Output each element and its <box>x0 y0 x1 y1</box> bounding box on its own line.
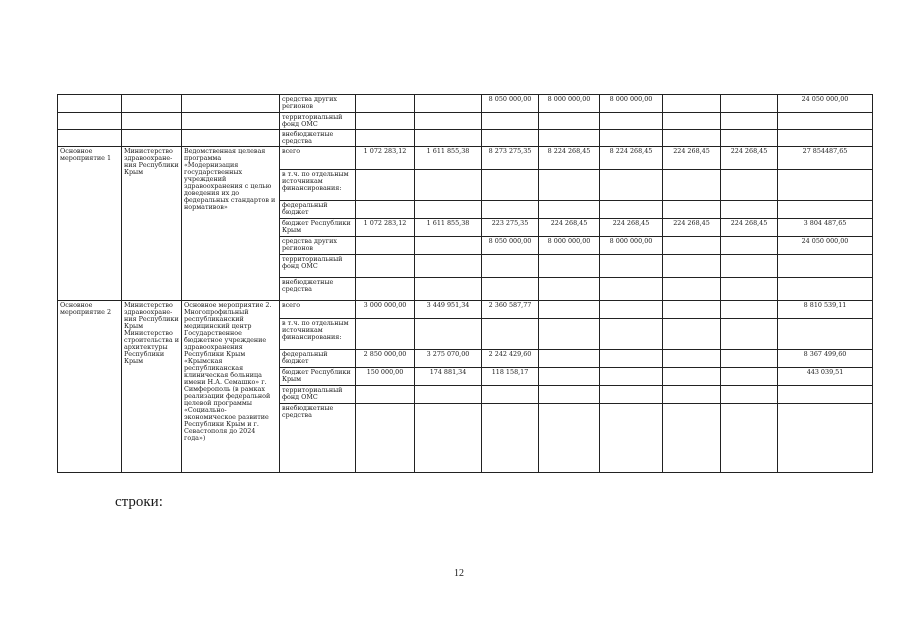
value-cell: 8 050 000,00 <box>482 95 539 113</box>
value-cell <box>721 404 778 473</box>
total-value-cell: 8 367 499,60 <box>778 350 873 368</box>
value-cell <box>539 170 600 201</box>
value-cell: 8 000 000,00 <box>600 237 663 255</box>
value-cell <box>356 386 415 404</box>
funding-source-cell: внебюджетные средства <box>280 278 356 301</box>
table-row <box>58 301 873 319</box>
value-cell: 1 611 855,38 <box>415 219 482 237</box>
value-cell: 8 000 000,00 <box>600 95 663 113</box>
value-cell <box>663 386 721 404</box>
value-cell <box>663 255 721 278</box>
value-cell <box>415 255 482 278</box>
value-cell: 223 275,35 <box>482 219 539 237</box>
budget-table <box>57 94 873 473</box>
value-cell <box>721 301 778 319</box>
total-value-cell: 27 854487,65 <box>778 147 873 170</box>
value-cell: 224 268,45 <box>721 219 778 237</box>
value-cell <box>600 350 663 368</box>
value-cell <box>539 386 600 404</box>
value-cell: 224 268,45 <box>721 147 778 170</box>
funding-source-cell: в т.ч. по отдельным источникам финансирования: <box>280 170 356 201</box>
value-cell <box>721 130 778 147</box>
total-value-cell: 24 050 000,00 <box>778 237 873 255</box>
value-cell <box>356 255 415 278</box>
value-cell: 3 000 000,00 <box>356 301 415 319</box>
funding-source-cell: внебюджетные средства <box>280 130 356 147</box>
value-cell <box>663 301 721 319</box>
value-cell <box>482 201 539 219</box>
value-cell <box>356 113 415 130</box>
value-cell: 8 000 000,00 <box>539 95 600 113</box>
value-cell <box>600 278 663 301</box>
value-cell <box>539 350 600 368</box>
total-value-cell <box>778 386 873 404</box>
event-name-cell <box>58 95 122 113</box>
program-cell <box>182 113 280 130</box>
value-cell <box>539 404 600 473</box>
value-cell: 1 072 283,12 <box>356 219 415 237</box>
event-name-cell <box>58 113 122 130</box>
value-cell <box>415 278 482 301</box>
value-cell <box>600 386 663 404</box>
program-cell <box>182 130 280 147</box>
funding-source-cell: территориальный фонд ОМС <box>280 113 356 130</box>
value-cell: 224 268,45 <box>663 147 721 170</box>
table-row <box>58 95 873 113</box>
value-cell <box>482 130 539 147</box>
value-cell: 1 072 283,12 <box>356 147 415 170</box>
funding-source-cell: территориальный фонд ОМС <box>280 386 356 404</box>
event-name-cell: Основное мероприятие 2 <box>58 301 122 473</box>
value-cell <box>356 170 415 201</box>
funding-source-cell: внебюджетные средства <box>280 404 356 473</box>
total-value-cell <box>778 201 873 219</box>
value-cell <box>415 201 482 219</box>
value-cell <box>539 113 600 130</box>
value-cell <box>663 201 721 219</box>
total-value-cell: 443 039,51 <box>778 368 873 386</box>
value-cell: 224 268,45 <box>600 219 663 237</box>
value-cell <box>721 170 778 201</box>
table-row <box>58 130 873 147</box>
value-cell <box>721 201 778 219</box>
value-cell <box>415 130 482 147</box>
value-cell <box>663 319 721 350</box>
value-cell <box>600 170 663 201</box>
value-cell <box>415 170 482 201</box>
executor-cell <box>122 95 182 113</box>
trailing-text: строки: <box>115 494 163 510</box>
value-cell: 2 360 587,77 <box>482 301 539 319</box>
value-cell <box>663 113 721 130</box>
value-cell <box>356 201 415 219</box>
value-cell <box>721 386 778 404</box>
value-cell: 1 611 855,38 <box>415 147 482 170</box>
total-value-cell <box>778 113 873 130</box>
value-cell: 2 850 000,00 <box>356 350 415 368</box>
executor-cell: Министерство здравоохране-ния Республики Крым Министерство строительства и архитектуры Республики Крым <box>122 301 182 473</box>
funding-source-cell: средства других регионов <box>280 95 356 113</box>
value-cell <box>721 368 778 386</box>
value-cell <box>600 113 663 130</box>
value-cell <box>482 278 539 301</box>
executor-cell <box>122 113 182 130</box>
value-cell <box>663 237 721 255</box>
value-cell <box>356 95 415 113</box>
funding-source-cell: в т.ч. по отдельным источникам финансирования: <box>280 319 356 350</box>
total-value-cell <box>778 130 873 147</box>
value-cell: 2 242 429,60 <box>482 350 539 368</box>
value-cell <box>721 350 778 368</box>
value-cell: 8 224 268,45 <box>600 147 663 170</box>
value-cell <box>600 255 663 278</box>
value-cell <box>663 404 721 473</box>
value-cell <box>482 255 539 278</box>
value-cell <box>663 350 721 368</box>
value-cell <box>600 201 663 219</box>
value-cell <box>482 404 539 473</box>
funding-source-cell: средства других регионов <box>280 237 356 255</box>
value-cell <box>539 368 600 386</box>
value-cell: 174 881,34 <box>415 368 482 386</box>
value-cell <box>415 386 482 404</box>
value-cell <box>539 319 600 350</box>
value-cell <box>721 237 778 255</box>
value-cell <box>600 404 663 473</box>
value-cell <box>415 113 482 130</box>
value-cell <box>356 130 415 147</box>
value-cell <box>482 386 539 404</box>
value-cell <box>415 319 482 350</box>
page-number: 12 <box>454 568 464 579</box>
value-cell <box>600 301 663 319</box>
value-cell <box>663 368 721 386</box>
value-cell <box>482 319 539 350</box>
value-cell <box>721 278 778 301</box>
value-cell <box>721 319 778 350</box>
value-cell: 3 275 070,00 <box>415 350 482 368</box>
value-cell <box>663 95 721 113</box>
value-cell <box>721 255 778 278</box>
value-cell: 8 000 000,00 <box>539 237 600 255</box>
value-cell <box>415 237 482 255</box>
value-cell <box>663 278 721 301</box>
funding-source-cell: бюджет Республики Крым <box>280 219 356 237</box>
total-value-cell <box>778 170 873 201</box>
value-cell <box>356 319 415 350</box>
program-cell: Основное мероприятие 2. Многопрофильный республиканский медицинский центр Государственное бюджетное учреждение здравоохранения Республики Крым «Крымская республиканская клиническая больница имени Н.А. Семашко» г. Симферополь (в рамках реализации федеральной целевой программы «Социально-экономическое развитие Республики Крым и г. Севастополя до 2024 года») <box>182 301 280 473</box>
event-name-cell: Основное мероприятие 1 <box>58 147 122 301</box>
table-row <box>58 113 873 130</box>
program-cell <box>182 95 280 113</box>
executor-cell <box>122 130 182 147</box>
value-cell <box>721 113 778 130</box>
value-cell: 224 268,45 <box>663 219 721 237</box>
table-row <box>58 147 873 170</box>
value-cell <box>415 404 482 473</box>
value-cell <box>356 278 415 301</box>
value-cell <box>356 237 415 255</box>
value-cell: 3 449 951,34 <box>415 301 482 319</box>
funding-source-cell: бюджет Республики Крым <box>280 368 356 386</box>
funding-source-cell: федеральный бюджет <box>280 350 356 368</box>
total-value-cell: 24 050 000,00 <box>778 95 873 113</box>
value-cell <box>539 301 600 319</box>
value-cell <box>356 404 415 473</box>
value-cell <box>482 170 539 201</box>
value-cell: 8 050 000,00 <box>482 237 539 255</box>
value-cell <box>539 201 600 219</box>
value-cell <box>415 95 482 113</box>
total-value-cell <box>778 278 873 301</box>
total-value-cell <box>778 404 873 473</box>
funding-source-cell: всего <box>280 147 356 170</box>
funding-source-cell: всего <box>280 301 356 319</box>
value-cell <box>721 95 778 113</box>
value-cell <box>663 130 721 147</box>
table-body <box>58 95 873 473</box>
total-value-cell <box>778 255 873 278</box>
value-cell: 224 268,45 <box>539 219 600 237</box>
value-cell <box>539 278 600 301</box>
funding-source-cell: федеральный бюджет <box>280 201 356 219</box>
value-cell <box>539 130 600 147</box>
value-cell <box>482 113 539 130</box>
value-cell: 118 158,17 <box>482 368 539 386</box>
value-cell: 8 273 275,35 <box>482 147 539 170</box>
value-cell <box>600 319 663 350</box>
executor-cell: Министерство здравоохране-ния Республики Крым <box>122 147 182 301</box>
total-value-cell <box>778 319 873 350</box>
value-cell: 150 000,00 <box>356 368 415 386</box>
total-value-cell: 3 804 487,65 <box>778 219 873 237</box>
event-name-cell <box>58 130 122 147</box>
value-cell <box>600 130 663 147</box>
value-cell: 8 224 268,45 <box>539 147 600 170</box>
funding-source-cell: территориальный фонд ОМС <box>280 255 356 278</box>
value-cell <box>539 255 600 278</box>
value-cell <box>600 368 663 386</box>
value-cell <box>663 170 721 201</box>
total-value-cell: 8 810 539,11 <box>778 301 873 319</box>
program-cell: Ведомственная целевая программа «Модернизация государственных учреждений здравоохранения с целью доведения их до федеральных стандартов и нормативов» <box>182 147 280 301</box>
